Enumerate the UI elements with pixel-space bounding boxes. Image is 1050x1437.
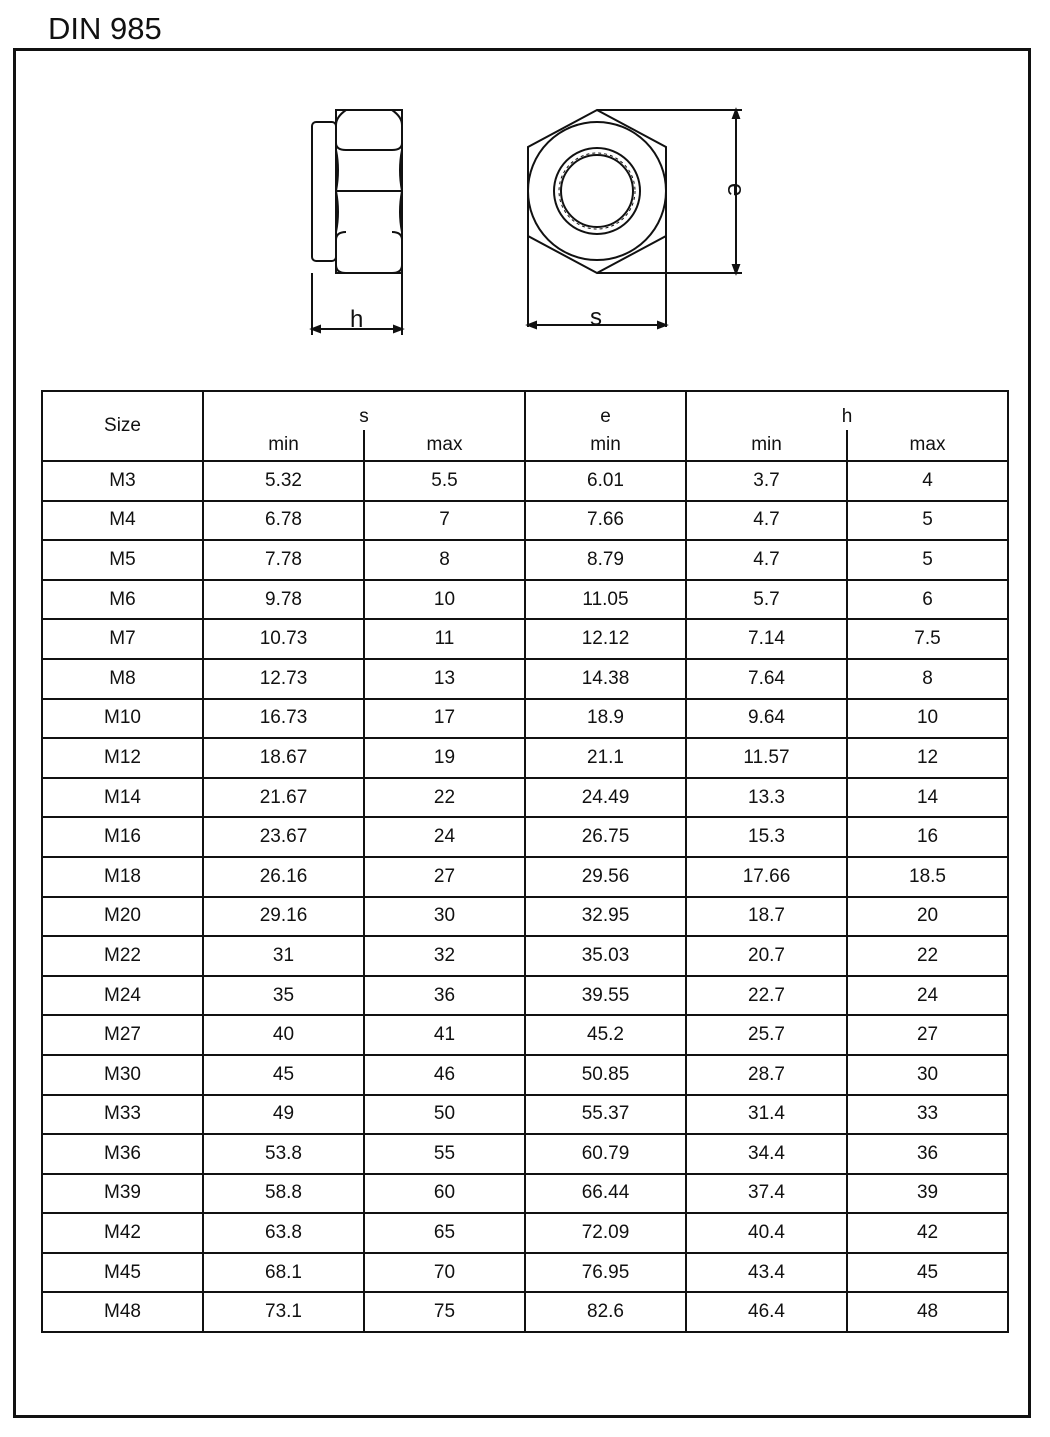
cell-s-max: 32 (364, 936, 525, 976)
header-e-min: min (525, 430, 686, 461)
cell-s-max: 5.5 (364, 461, 525, 501)
cell-s-min: 40 (203, 1015, 364, 1055)
cell-s-min: 58.8 (203, 1174, 364, 1214)
cell-e-min: 66.44 (525, 1174, 686, 1214)
cell-h-max: 5 (847, 501, 1008, 541)
table-row (42, 1095, 1008, 1135)
table-row (42, 501, 1008, 541)
table-row (42, 580, 1008, 620)
cell-s-min: 45 (203, 1055, 364, 1095)
cell-h-max: 33 (847, 1095, 1008, 1135)
cell-s-min: 23.67 (203, 817, 364, 857)
cell-e-min: 32.95 (525, 897, 686, 937)
nut-front-view (528, 110, 749, 331)
cell-s-min: 26.16 (203, 857, 364, 897)
cell-s-min: 49 (203, 1095, 364, 1135)
cell-s-min: 35 (203, 976, 364, 1016)
cell-s-max: 7 (364, 501, 525, 541)
cell-size: M39 (42, 1174, 203, 1214)
cell-size: M18 (42, 857, 203, 897)
page-title: DIN 985 (48, 11, 162, 46)
cell-e-min: 29.56 (525, 857, 686, 897)
cell-s-max: 19 (364, 738, 525, 778)
cell-e-min: 76.95 (525, 1253, 686, 1293)
cell-s-min: 12.73 (203, 659, 364, 699)
cell-h-min: 9.64 (686, 699, 847, 739)
table-row (42, 619, 1008, 659)
cell-h-max: 48 (847, 1292, 1008, 1332)
cell-s-min: 9.78 (203, 580, 364, 620)
cell-s-min: 16.73 (203, 699, 364, 739)
header-h-max: max (847, 430, 1008, 461)
table-row (42, 1292, 1008, 1332)
cell-s-max: 22 (364, 778, 525, 818)
cell-size: M6 (42, 580, 203, 620)
cell-h-max: 12 (847, 738, 1008, 778)
cell-h-max: 20 (847, 897, 1008, 937)
cell-s-max: 60 (364, 1174, 525, 1214)
cell-s-min: 29.16 (203, 897, 364, 937)
cell-s-max: 24 (364, 817, 525, 857)
cell-h-min: 4.7 (686, 540, 847, 580)
nut-side-view (312, 110, 402, 335)
cell-s-max: 41 (364, 1015, 525, 1055)
spec-table-body (42, 461, 1008, 1332)
cell-size: M27 (42, 1015, 203, 1055)
dim-label-h: h (350, 306, 364, 333)
table-row (42, 540, 1008, 580)
cell-s-min: 68.1 (203, 1253, 364, 1293)
cell-e-min: 60.79 (525, 1134, 686, 1174)
table-row (42, 1015, 1008, 1055)
cell-e-min: 26.75 (525, 817, 686, 857)
cell-s-min: 5.32 (203, 461, 364, 501)
cell-h-max: 10 (847, 699, 1008, 739)
cell-h-min: 15.3 (686, 817, 847, 857)
table-row (42, 976, 1008, 1016)
cell-e-min: 6.01 (525, 461, 686, 501)
cell-e-min: 8.79 (525, 540, 686, 580)
cell-size: M30 (42, 1055, 203, 1095)
cell-size: M7 (42, 619, 203, 659)
cell-h-min: 3.7 (686, 461, 847, 501)
table-row (42, 778, 1008, 818)
cell-s-max: 30 (364, 897, 525, 937)
header-size: Size (42, 391, 203, 461)
cell-s-max: 27 (364, 857, 525, 897)
cell-e-min: 24.49 (525, 778, 686, 818)
cell-h-max: 22 (847, 936, 1008, 976)
cell-size: M20 (42, 897, 203, 937)
cell-s-max: 11 (364, 619, 525, 659)
cell-s-min: 10.73 (203, 619, 364, 659)
cell-e-min: 82.6 (525, 1292, 686, 1332)
cell-h-max: 8 (847, 659, 1008, 699)
cell-e-min: 55.37 (525, 1095, 686, 1135)
cell-h-max: 39 (847, 1174, 1008, 1214)
cell-h-min: 18.7 (686, 897, 847, 937)
header-s-min: min (203, 430, 364, 461)
cell-h-min: 7.64 (686, 659, 847, 699)
cell-h-min: 11.57 (686, 738, 847, 778)
cell-h-min: 25.7 (686, 1015, 847, 1055)
header-e: e (525, 391, 686, 430)
cell-h-max: 16 (847, 817, 1008, 857)
cell-s-max: 8 (364, 540, 525, 580)
table-row (42, 1174, 1008, 1214)
cell-size: M45 (42, 1253, 203, 1293)
cell-size: M14 (42, 778, 203, 818)
table-row (42, 936, 1008, 976)
table-row (42, 461, 1008, 501)
cell-s-max: 46 (364, 1055, 525, 1095)
cell-e-min: 14.38 (525, 659, 686, 699)
cell-h-min: 4.7 (686, 501, 847, 541)
cell-e-min: 21.1 (525, 738, 686, 778)
cell-h-max: 5 (847, 540, 1008, 580)
cell-e-min: 50.85 (525, 1055, 686, 1095)
cell-h-min: 22.7 (686, 976, 847, 1016)
cell-h-max: 24 (847, 976, 1008, 1016)
table-row (42, 817, 1008, 857)
cell-s-max: 75 (364, 1292, 525, 1332)
cell-s-min: 18.67 (203, 738, 364, 778)
cell-s-max: 55 (364, 1134, 525, 1174)
cell-e-min: 12.12 (525, 619, 686, 659)
cell-s-min: 31 (203, 936, 364, 976)
cell-s-min: 53.8 (203, 1134, 364, 1174)
cell-size: M8 (42, 659, 203, 699)
cell-h-min: 5.7 (686, 580, 847, 620)
table-row (42, 1055, 1008, 1095)
header-s: s (203, 391, 525, 430)
cell-size: M12 (42, 738, 203, 778)
cell-size: M42 (42, 1213, 203, 1253)
cell-s-min: 7.78 (203, 540, 364, 580)
header-s-max: max (364, 430, 525, 461)
cell-s-max: 10 (364, 580, 525, 620)
dim-label-e: e (722, 183, 749, 197)
cell-e-min: 35.03 (525, 936, 686, 976)
cell-s-max: 50 (364, 1095, 525, 1135)
cell-s-max: 65 (364, 1213, 525, 1253)
cell-h-min: 28.7 (686, 1055, 847, 1095)
table-row (42, 897, 1008, 937)
cell-h-max: 36 (847, 1134, 1008, 1174)
table-row (42, 1134, 1008, 1174)
cell-s-min: 63.8 (203, 1213, 364, 1253)
cell-h-max: 7.5 (847, 619, 1008, 659)
cell-h-max: 30 (847, 1055, 1008, 1095)
cell-size: M22 (42, 936, 203, 976)
table-row (42, 659, 1008, 699)
cell-h-min: 7.14 (686, 619, 847, 659)
cell-size: M4 (42, 501, 203, 541)
cell-h-min: 31.4 (686, 1095, 847, 1135)
cell-size: M33 (42, 1095, 203, 1135)
cell-h-max: 14 (847, 778, 1008, 818)
cell-s-min: 6.78 (203, 501, 364, 541)
cell-h-max: 27 (847, 1015, 1008, 1055)
table-row (42, 738, 1008, 778)
cell-h-min: 40.4 (686, 1213, 847, 1253)
header-h: h (686, 391, 1008, 430)
cell-s-max: 36 (364, 976, 525, 1016)
cell-e-min: 11.05 (525, 580, 686, 620)
cell-size: M24 (42, 976, 203, 1016)
cell-h-max: 6 (847, 580, 1008, 620)
cell-h-min: 20.7 (686, 936, 847, 976)
cell-h-min: 34.4 (686, 1134, 847, 1174)
cell-size: M48 (42, 1292, 203, 1332)
cell-size: M16 (42, 817, 203, 857)
cell-e-min: 45.2 (525, 1015, 686, 1055)
nut-technical-drawing (290, 95, 760, 345)
cell-h-min: 46.4 (686, 1292, 847, 1332)
table-row (42, 1253, 1008, 1293)
cell-h-max: 42 (847, 1213, 1008, 1253)
cell-h-min: 13.3 (686, 778, 847, 818)
cell-h-min: 17.66 (686, 857, 847, 897)
din-985-spec-table (41, 390, 1009, 1333)
cell-s-min: 21.67 (203, 778, 364, 818)
table-row (42, 699, 1008, 739)
cell-h-max: 4 (847, 461, 1008, 501)
cell-s-min: 73.1 (203, 1292, 364, 1332)
cell-h-max: 45 (847, 1253, 1008, 1293)
cell-e-min: 18.9 (525, 699, 686, 739)
table-row (42, 1213, 1008, 1253)
table-row (42, 857, 1008, 897)
cell-s-max: 70 (364, 1253, 525, 1293)
cell-size: M5 (42, 540, 203, 580)
header-h-min: min (686, 430, 847, 461)
cell-size: M10 (42, 699, 203, 739)
cell-e-min: 39.55 (525, 976, 686, 1016)
dim-label-s: s (590, 304, 602, 331)
cell-size: M36 (42, 1134, 203, 1174)
cell-h-min: 43.4 (686, 1253, 847, 1293)
cell-e-min: 72.09 (525, 1213, 686, 1253)
cell-size: M3 (42, 461, 203, 501)
cell-h-max: 18.5 (847, 857, 1008, 897)
cell-s-max: 17 (364, 699, 525, 739)
cell-h-min: 37.4 (686, 1174, 847, 1214)
cell-e-min: 7.66 (525, 501, 686, 541)
cell-s-max: 13 (364, 659, 525, 699)
